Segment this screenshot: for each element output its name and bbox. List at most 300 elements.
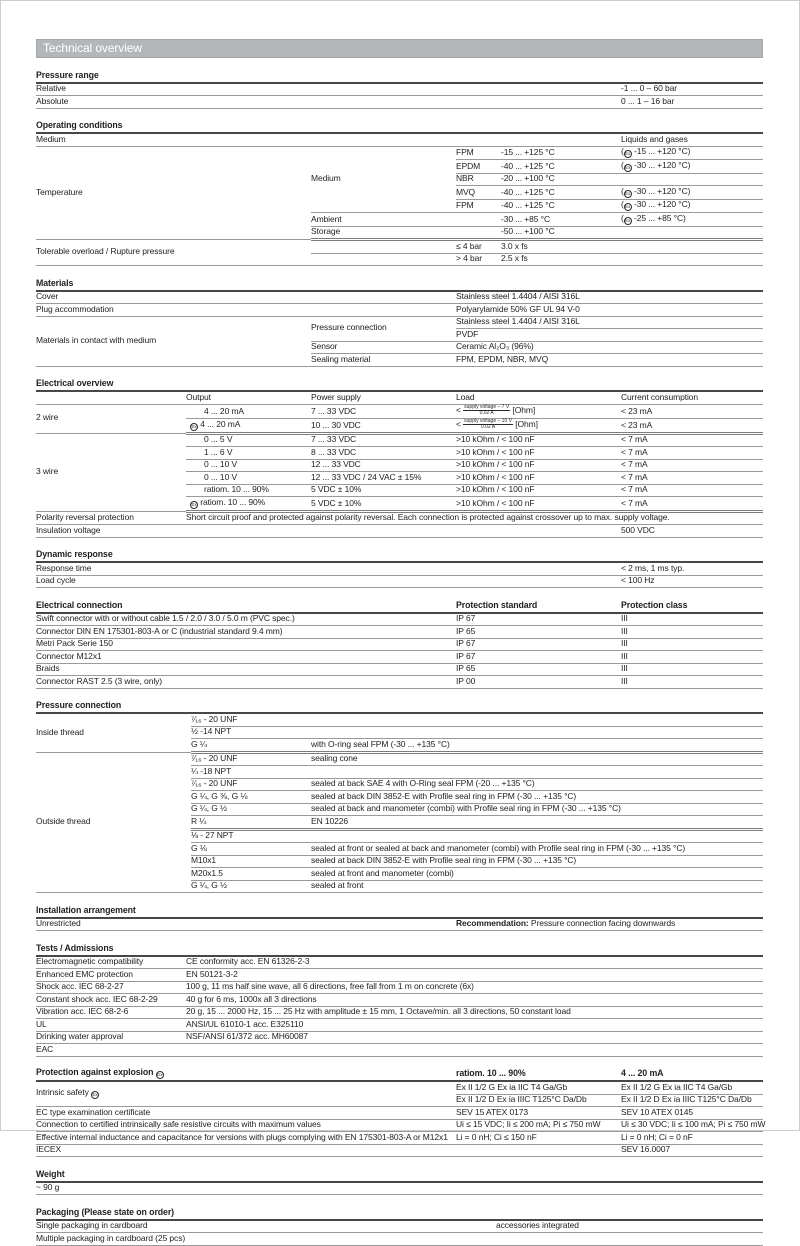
section-electrical-overview [36, 378, 799, 538]
cell-text: < 7 mA [621, 446, 648, 457]
table-row [36, 918, 763, 931]
cell-text: G ¼, G ⅜, G ⅛ [191, 790, 248, 801]
section-header-row [36, 1068, 763, 1082]
value-cell [456, 447, 621, 460]
value-cell [456, 291, 763, 304]
value-cell [186, 1019, 763, 1032]
value-cell [501, 186, 621, 200]
value-cell [456, 1081, 621, 1094]
table-row [36, 1119, 763, 1132]
cell-text: >10 kOhm / < 100 nF [456, 497, 535, 508]
row-label-cell [36, 676, 456, 689]
cell-text: III [621, 663, 628, 674]
cell-text: Relative [36, 83, 66, 94]
cell-text: 7 ... 33 VDC [311, 405, 357, 416]
section-pressure-range [36, 69, 799, 109]
section-title-cell [36, 1068, 456, 1082]
value-cell [311, 843, 763, 856]
value-cell [621, 626, 763, 639]
row-label-cell [311, 213, 501, 227]
cell-text: Ambient [311, 213, 342, 224]
row-label-cell [36, 1119, 456, 1132]
cell-text: 40 g for 6 ms, 1000x all 3 directions [186, 993, 317, 1004]
value-cell [311, 816, 763, 830]
row-label-cell [311, 354, 456, 367]
cell-text: < 7 mA [621, 459, 648, 470]
section-title-cell [36, 904, 763, 918]
cell-text: -40 ... +125 °C [501, 160, 555, 171]
value-cell [311, 497, 456, 512]
value-cell [456, 613, 621, 626]
tests-admissions-table [36, 942, 763, 1057]
table-row [36, 404, 763, 418]
fraction-numerator: supply voltage – 7 V [464, 404, 510, 410]
page-title: Technical overview [43, 41, 142, 55]
value-cell [621, 638, 763, 651]
cell-text: Ex II 1/2 G Ex ia IIC T4 Ga/Gb [621, 1081, 733, 1092]
value-cell [621, 575, 763, 588]
electrical-connection-table [36, 599, 763, 689]
cell-text: Ex II 1/2 D Ex ia IIIC T125°C Da/Db [456, 1094, 587, 1105]
cell-text: sealed at back DIN 3852-E with Profile seal ring in FPM (-30 ... +135 °C) [311, 855, 577, 866]
value-cell [311, 484, 456, 497]
cell-text: Drinking water approval [36, 1031, 123, 1042]
cell-text: < 23 mA [621, 419, 653, 430]
value-cell [456, 354, 763, 367]
section-dynamic-response [36, 549, 799, 589]
cell-text: ⁷⁄₁₆ - 20 UNF [191, 753, 238, 764]
cell-text: Response time [36, 562, 92, 573]
table-row [36, 511, 763, 525]
cell-text: -15 ... +125 °C [501, 147, 555, 158]
cell-text: SEV 15 ATEX 0173 [456, 1106, 528, 1117]
value-cell [311, 316, 456, 341]
cell-text: III [621, 675, 628, 686]
row-label-cell [36, 994, 186, 1007]
value-cell [456, 626, 621, 639]
value-cell [186, 981, 763, 994]
operating-conditions-table [36, 120, 763, 267]
section-protection-against-explosion [36, 1068, 799, 1158]
weight-table [36, 1168, 763, 1195]
materials-table [36, 277, 763, 367]
section-header-row [36, 549, 763, 563]
cell-text: Protection against explosion [36, 1067, 154, 1077]
cell-text: Pressure range [36, 69, 99, 80]
cell-text: 5 VDC ± 10% [311, 497, 362, 508]
cell-text: Dynamic response [36, 549, 113, 560]
row-label-cell [191, 726, 763, 739]
cell-text: ⁷⁄₁₆ - 20 UNF [191, 778, 238, 789]
cell-text: Installation arrangement [36, 904, 136, 915]
value-cell [456, 663, 621, 676]
cell-text: R ¼ [191, 815, 207, 826]
value-cell [621, 173, 763, 186]
section-pressure-connection [36, 700, 799, 894]
cell-text: III [621, 650, 628, 661]
section-weight [36, 1168, 799, 1195]
value-cell [621, 133, 763, 146]
cell-text: Swift connector with or without cable 1.5 / 2.0 / 3.0 / 5.0 m (PVC spec.) [36, 613, 295, 624]
row-label-cell [311, 341, 456, 354]
cell-text: ⅛ - 27 NPT [191, 830, 234, 841]
cell-text: Insulation voltage [36, 524, 101, 535]
cell-text: < 7 mA [621, 434, 648, 445]
cell-text: Unrestricted [36, 918, 81, 929]
row-label-cell [36, 291, 456, 304]
ex-atex-icon: Ex [625, 204, 631, 209]
section-tests-admissions [36, 942, 799, 1057]
cell-text: 500 VDC [621, 524, 655, 535]
cell-text: sealed at back DIN 3852-E with Profile seal ring in FPM (-30 ... +135 °C) [311, 790, 577, 801]
cell-text: Materials [36, 277, 74, 288]
row-label-cell [456, 1094, 621, 1107]
table-row [36, 1107, 763, 1120]
value-cell [311, 391, 456, 404]
cell-text: 4 ... 20 mA [200, 418, 241, 429]
value-cell [311, 146, 456, 213]
row-label-cell [36, 433, 186, 511]
row-label-cell [36, 525, 186, 538]
table-row [36, 638, 763, 651]
cell-text: -50 ... +100 °C [501, 226, 555, 237]
cell-text: G ¼, G ½ [191, 880, 228, 891]
pressure-range-table [36, 69, 763, 109]
value-cell [621, 418, 763, 433]
cell-text: 4 ... 20 mA [204, 405, 245, 416]
table-row [36, 1019, 763, 1032]
fraction-denominator: 0.02 A [479, 410, 494, 417]
section-title-cell [36, 1168, 763, 1182]
table-row [36, 391, 763, 404]
cell-text: Ceramic Al₂O₃ (96%) [456, 341, 534, 352]
table-row [36, 83, 763, 96]
value-cell [456, 253, 501, 266]
cell-text: 3 wire [36, 465, 59, 476]
section-header-row [36, 599, 763, 613]
cell-text: Load cycle [36, 575, 76, 586]
cell-text: 10 ... 30 VDC [311, 419, 361, 430]
table-row [36, 626, 763, 639]
value-cell [621, 459, 763, 472]
cell-text: 8 ... 33 VDC [311, 446, 357, 457]
cell-text: Packaging (Please state on order) [36, 1206, 174, 1217]
value-cell [456, 638, 621, 651]
row-label-cell [191, 803, 311, 816]
value-cell [621, 1119, 766, 1132]
cell-text: 3.0 x fs [501, 240, 528, 251]
table-row [36, 1132, 763, 1145]
load-fraction [463, 419, 513, 431]
table-row [36, 956, 763, 969]
value-cell [501, 199, 621, 213]
cell-text: ratiom. 10 ... 90% [456, 1068, 526, 1079]
value-cell [621, 1107, 763, 1120]
cell-text: accessories integrated [496, 1220, 579, 1231]
cell-text: 12 ... 33 VDC [311, 459, 361, 470]
value-cell: (Ex -30 ... +120 °C) [621, 160, 763, 174]
value-cell: (Ex -30 ... +120 °C) [621, 186, 763, 200]
cell-text: Shock acc. IEC 68-2-27 [36, 981, 124, 992]
cell-text: Liquids and gases [621, 133, 688, 144]
cell-text: UL [36, 1018, 47, 1029]
table-row [36, 651, 763, 664]
table-row [36, 1182, 763, 1195]
section-header-row [36, 904, 763, 918]
cell-text: < 23 mA [621, 405, 653, 416]
cell-text: < 7 mA [621, 497, 648, 508]
value-cell [456, 459, 621, 472]
value-cell [191, 713, 763, 726]
cell-text: M20x1.5 [191, 867, 223, 878]
cell-text: IECEX [36, 1144, 62, 1155]
cell-text: Outside thread [36, 816, 91, 827]
value-cell [186, 969, 763, 982]
value-cell [186, 511, 763, 525]
cell-text: ratiom. 10 ... 90% [200, 496, 266, 507]
value-cell [311, 459, 456, 472]
value-cell [186, 1031, 763, 1044]
value-cell: (Ex -25 ... +85 °C) [621, 213, 763, 227]
ex-atex-icon: Ex [625, 151, 631, 156]
section-title-cell [36, 1206, 763, 1220]
section-header-row [36, 700, 763, 714]
cell-text: Single packaging in cardboard [36, 1220, 148, 1231]
row-label-cell [36, 316, 311, 366]
cell-text: Li = 0 nH; Ci = 0 nF [621, 1131, 693, 1142]
value-cell [501, 173, 621, 186]
table-row [36, 1220, 763, 1233]
cell-text: IP 67 [456, 613, 476, 624]
row-label-cell [36, 133, 621, 146]
row-label-cell [36, 969, 186, 982]
row-label-cell [186, 484, 311, 497]
value-cell [456, 433, 621, 447]
cell-text: ⁷⁄₁₆ - 20 UNF [191, 713, 238, 724]
value-cell [456, 304, 763, 317]
cell-text: Plug accommodation [36, 303, 114, 314]
cell-text: IP 67 [456, 650, 476, 661]
row-label-cell [36, 1006, 186, 1019]
row-label-cell [36, 713, 191, 752]
value-cell [456, 676, 621, 689]
row-label-cell [36, 918, 456, 931]
cell-text: Multiple packaging in cardboard (25 pcs) [36, 1232, 186, 1243]
value-cell: (Ex -15 ... +120 °C) [621, 146, 763, 160]
cell-text: 12 ... 33 VDC / 24 VAC ± 15% [311, 471, 422, 482]
cell-text: Enhanced EMC protection [36, 968, 133, 979]
cell-text: Li = 0 nH; Ci ≤ 150 nF [456, 1131, 537, 1142]
row-label-cell [456, 186, 501, 200]
text-part: Recommendation: [456, 918, 529, 929]
cell-text: ½ -14 NPT [191, 726, 232, 737]
cell-text: ANSI/UL 61010-1 acc. E325110 [186, 1018, 304, 1029]
cell-text: < 100 Hz [621, 575, 655, 586]
section-header-row [36, 378, 763, 392]
protection-against-explosion-table [36, 1067, 766, 1158]
cell-text: Protection class [621, 599, 688, 610]
value-cell [311, 855, 763, 868]
section-header-row [36, 1206, 763, 1220]
value-cell [621, 562, 763, 575]
cell-text: Ui ≤ 30 VDC; Ii ≤ 100 mA; Pi ≤ 750 mW [621, 1119, 766, 1130]
cell-text: III [621, 638, 628, 649]
cell-text: EAC [36, 1043, 54, 1054]
row-label-cell [456, 329, 763, 342]
cell-text: IP 65 [456, 663, 476, 674]
value-cell [311, 868, 763, 881]
cell-text: Weight [36, 1168, 65, 1179]
cell-text: Power supply [311, 391, 361, 402]
table-row [36, 240, 763, 254]
cell-text: Braids [36, 663, 60, 674]
cell-text: Connection to certified intrinsically safe resistive circuits with maximum values [36, 1119, 321, 1130]
cell-text: EN 50121-3-2 [186, 968, 238, 979]
cell-text: Electrical overview [36, 378, 114, 389]
value-cell [311, 472, 456, 485]
value-cell [456, 1144, 621, 1157]
row-label-cell [191, 816, 311, 830]
value-cell: (Ex -30 ... +120 °C) [621, 199, 763, 213]
cell-text: IP 00 [456, 675, 476, 686]
value-cell [621, 663, 763, 676]
section-title-cell [36, 942, 763, 956]
cell-text: Ex II 1/2 D Ex ia IIIC T125°C Da/Db [621, 1094, 752, 1105]
cell-text: Sealing material [311, 353, 371, 364]
cell-text: FPM, EPDM, NBR, MVQ [456, 353, 549, 364]
row-label-cell [186, 497, 311, 512]
ex-atex-icon: Ex [157, 1072, 163, 1077]
value-cell [456, 497, 621, 512]
section-packaging [36, 1206, 799, 1246]
cell-text: -1 ... 0 – 60 bar [621, 83, 677, 94]
table-row [36, 575, 763, 588]
table-row [36, 676, 763, 689]
value-cell [456, 1119, 621, 1132]
cell-text: NBR [456, 173, 474, 184]
cell-text: PVDF [456, 328, 479, 339]
row-label-cell [36, 511, 186, 525]
cell-text: ≤ 4 bar [456, 240, 482, 251]
row-label-cell [311, 253, 456, 266]
value-cell [456, 472, 621, 485]
cell-text: with O-ring seal FPM (-30 ... +135 °C) [311, 738, 450, 749]
row-label-cell [36, 626, 456, 639]
ex-atex-icon: Ex [191, 501, 197, 507]
cell-text: Operating conditions [36, 120, 123, 131]
load-fraction [463, 405, 510, 417]
cell-text: 1 ... 6 V [204, 446, 233, 457]
cell-text: >10 kOhm / < 100 nF [456, 484, 535, 495]
row-label-cell [36, 146, 311, 240]
row-label-cell [36, 83, 621, 96]
value-cell [311, 447, 456, 460]
value-cell [456, 146, 501, 160]
table-row [36, 1044, 763, 1057]
value-cell [501, 146, 621, 160]
cell-text: ~ 90 g [36, 1182, 60, 1193]
row-label-cell [36, 96, 621, 109]
ex-atex-icon: Ex [625, 190, 631, 196]
value-cell [311, 752, 763, 766]
table-row [36, 752, 763, 766]
cell-text: Tolerable overload / Rupture pressure [36, 246, 175, 257]
cell-text: Protection standard [456, 599, 538, 610]
sections-root [36, 69, 799, 1246]
value-cell [186, 994, 763, 1007]
row-label-cell [186, 472, 311, 485]
cell-text: sealed at front and manometer (combi) [311, 867, 454, 878]
cell-text: IP 67 [456, 638, 476, 649]
cell-text: Pressure connection [36, 700, 122, 711]
cell-text: Stainless steel 1.4404 / AISI 316L [456, 291, 580, 302]
table-row [36, 1031, 763, 1044]
cell-text: -40 ... +125 °C [501, 200, 555, 211]
section-operating-conditions [36, 120, 799, 267]
cell-text: ratiom. 10 ... 90% [204, 484, 269, 495]
cell-text: Storage [311, 226, 341, 237]
cell-text: Medium [36, 133, 66, 144]
cell-text: Metri Pack Serie 150 [36, 638, 113, 649]
section-materials [36, 277, 799, 367]
cell-text: Short circuit proof and protected against polarity reversal. Each connection is protected against crossover up to max. supply voltage. [186, 512, 670, 523]
row-label-cell [186, 447, 311, 460]
value-cell [311, 739, 763, 753]
value-cell [456, 240, 501, 254]
value-cell [621, 1081, 763, 1094]
row-label-cell [191, 880, 311, 893]
row-label-cell [456, 199, 501, 213]
cell-text: 5 VDC ± 10% [311, 484, 362, 495]
cell-text: FPM [456, 200, 474, 211]
table-row [36, 613, 763, 626]
pressure-connection-table [36, 700, 763, 894]
value-cell [456, 918, 763, 931]
value-cell [186, 525, 621, 538]
value-cell [621, 447, 763, 460]
table-row [36, 304, 763, 317]
value-cell [496, 1233, 763, 1246]
cell-text: SEV 10 ATEX 0145 [621, 1106, 693, 1117]
cell-text: Electromagnetic compatibility [36, 956, 144, 967]
value-cell [621, 1144, 763, 1157]
cell-text: Medium [311, 173, 341, 184]
row-label-cell [36, 1107, 456, 1120]
value-cell [311, 778, 763, 791]
cell-text: III [621, 625, 628, 636]
cell-text: IP 65 [456, 625, 476, 636]
cell-text: EPDM [456, 160, 481, 171]
cell-text: 0 ... 5 V [204, 434, 233, 445]
row-label-cell [36, 404, 186, 433]
cell-text: 0 ... 10 V [204, 459, 238, 470]
row-label-cell [36, 1182, 763, 1195]
ex-atex-icon: Ex [92, 1092, 98, 1098]
cell-text: Vibration acc. IEC 68-2-6 [36, 1006, 129, 1017]
row-label-cell [36, 1044, 186, 1057]
row-label-cell [36, 1031, 186, 1044]
value-cell [501, 240, 763, 254]
cell-text: G ⅛ [191, 842, 207, 853]
installation-arrangement-table [36, 904, 763, 931]
cell-text: Electrical connection [36, 599, 123, 610]
row-label-cell [36, 304, 456, 317]
row-label-cell [36, 1144, 456, 1157]
value-cell: < $\frac{\text{supply voltage – 7 V}}{0.02 A}$ [Ohm] [456, 404, 621, 418]
cell-text: sealed at back and manometer (combi) with Profile seal ring in FPM (-30 ... +135 °C) [311, 803, 621, 814]
value-cell [186, 404, 311, 418]
value-cell [621, 433, 763, 447]
